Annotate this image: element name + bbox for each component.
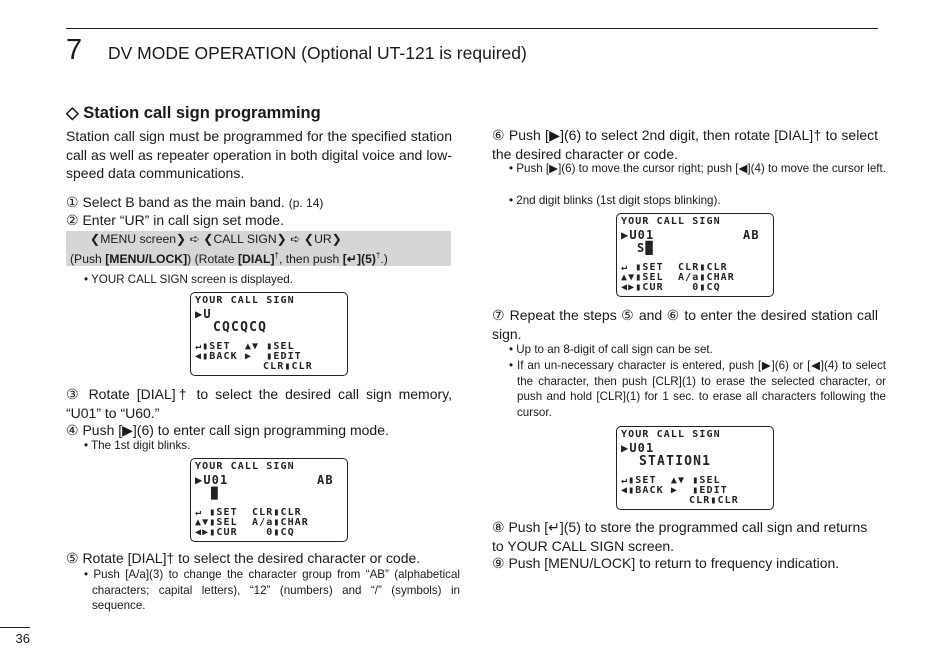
step-8: ⑧ Push [↵](5) to store the programmed call sign and returns to YOUR CALL SIGN screen. — [492, 519, 868, 554]
lcd2-title: YOUR CALL SIGN — [195, 461, 295, 472]
lcd4-row1: ↵▮SET ▲▼ ▮SEL — [621, 475, 721, 486]
step-9: ⑨ Push [MENU/LOCK] to return to frequency indication. — [492, 555, 840, 571]
step-5-bullet: • Push [A/a](3) to change the character group from “AB” (alphabetical characters; capital letters), “12” (numbers) and “/” (symbols) in sequence. — [84, 568, 460, 612]
lcd1-row3: CLR▮CLR — [263, 361, 313, 372]
lcd2-row1: ↵ ▮SET CLR▮CLR — [195, 507, 302, 518]
chapter-number: 7 — [66, 34, 83, 66]
step-6: ⑥ Push [▶](6) to select 2nd digit, then rotate [DIAL]† to select the desired character or code. — [492, 127, 878, 162]
section-title: ◇ Station call sign programming — [66, 104, 321, 122]
header-rule — [66, 28, 878, 29]
step-7-bullet-2: • If an un-necessary character is entered, push [▶](6) or [◀](4) to select the character, then push [CLR](1) to erase the selected character, or push and hold [CLR](1) for 1 sec. to erase all characters following the cursor. — [509, 359, 886, 419]
lcd3-row3: ◀▶▮CUR 0▮CQ — [621, 282, 721, 293]
lcd2-row3: ◀▶▮CUR 0▮CQ — [195, 527, 295, 538]
menu-lock-key: [MENU/LOCK] — [105, 251, 188, 266]
step-2-bullet: • YOUR CALL SIGN screen is displayed. — [84, 273, 293, 286]
step-7-bullet-1: • Up to an 8-digit of call sign can be set. — [509, 343, 713, 356]
lcd3-memory: ▶U01 — [621, 228, 655, 242]
lcd2-group: AB — [317, 473, 334, 487]
intro-paragraph: Station call sign must be programmed for the specified station call as well as repeater operation in both digital voice and low-speed data communications. — [66, 128, 452, 181]
lcd-screen-3 — [616, 213, 774, 297]
menu-path-box — [66, 231, 451, 266]
push-text-1: (Push — [70, 251, 106, 266]
lcd1-memory: ▶U — [195, 307, 212, 321]
step-7: ⑦ Repeat the steps ⑤ and ⑥ to enter the desired station call sign. — [492, 307, 878, 342]
lcd4-title: YOUR CALL SIGN — [621, 429, 721, 440]
lcd4-callsign: STATION1 — [639, 454, 712, 469]
push-text-2: ) (Rotate — [187, 251, 238, 266]
chapter-title: DV MODE OPERATION (Optional UT-121 is required) — [108, 43, 527, 63]
menu-path: ❮MENU screen❯ ➪ ❮CALL SIGN❯ ➪ ❮UR❯ — [90, 232, 342, 246]
lcd-screen-1 — [190, 292, 348, 376]
lcd4-row2: ◀▮BACK ▶ ▮EDIT — [621, 485, 728, 496]
push-text-4: .) — [380, 251, 388, 266]
lcd1-row1: ↵▮SET ▲▼ ▮SEL — [195, 341, 295, 352]
page-number-rule — [0, 627, 30, 628]
lcd2-memory: ▶U01 — [195, 473, 229, 487]
step-5: ⑤ Rotate [DIAL]† to select the desired character or code. — [66, 550, 421, 566]
dial-key: [DIAL] — [237, 251, 275, 266]
enter-key: [↵](5) — [342, 251, 376, 266]
lcd3-group: AB — [743, 228, 760, 242]
step-1 — [66, 193, 452, 213]
lcd1-callsign: CQCQCQ — [213, 320, 268, 335]
step-4: ④ Push [▶](6) to enter call sign programming mode. — [66, 422, 389, 438]
lcd4-memory: ▶U01 — [621, 441, 655, 455]
lcd1-row2: ◀▮BACK ▶ ▮EDIT — [195, 351, 302, 362]
step-1-text: ① Select B band as the main band. — [66, 194, 285, 210]
push-text-3: , then push — [278, 251, 343, 266]
step-2: ② Enter “UR” in call sign set mode. — [66, 212, 284, 228]
lcd3-row1: ↵ ▮SET CLR▮CLR — [621, 262, 728, 273]
push-instruction: (Push [MENU/LOCK]) (Rotate [DIAL]†, then push [↵](5)†.) — [70, 250, 388, 266]
lcd-screen-2 — [190, 458, 348, 542]
lcd-screen-4 — [616, 426, 774, 510]
lcd3-title: YOUR CALL SIGN — [621, 216, 721, 227]
lcd3-cursor: S█ — [637, 241, 654, 255]
lcd1-title: YOUR CALL SIGN — [195, 295, 295, 306]
step-3: ③ Rotate [DIAL]† to select the desired call sign memory, “U01” to “U60.” — [66, 386, 452, 421]
step-6-bullet-2: • 2nd digit blinks (1st digit stops blinking). — [509, 194, 721, 207]
step-4-bullet: • The 1st digit blinks. — [84, 439, 191, 452]
page-number: 36 — [15, 631, 30, 646]
lcd4-row3: CLR▮CLR — [689, 495, 739, 506]
step-6-bullet-1: • Push [▶](6) to move the cursor right; push [◀](4) to move the cursor left. — [509, 162, 886, 175]
step-1-ref: (p. 14) — [288, 196, 324, 210]
lcd3-row2: ▲▼▮SEL A/a▮CHAR — [621, 272, 735, 283]
lcd2-row2: ▲▼▮SEL A/a▮CHAR — [195, 517, 309, 528]
lcd2-cursor: █ — [211, 487, 219, 500]
